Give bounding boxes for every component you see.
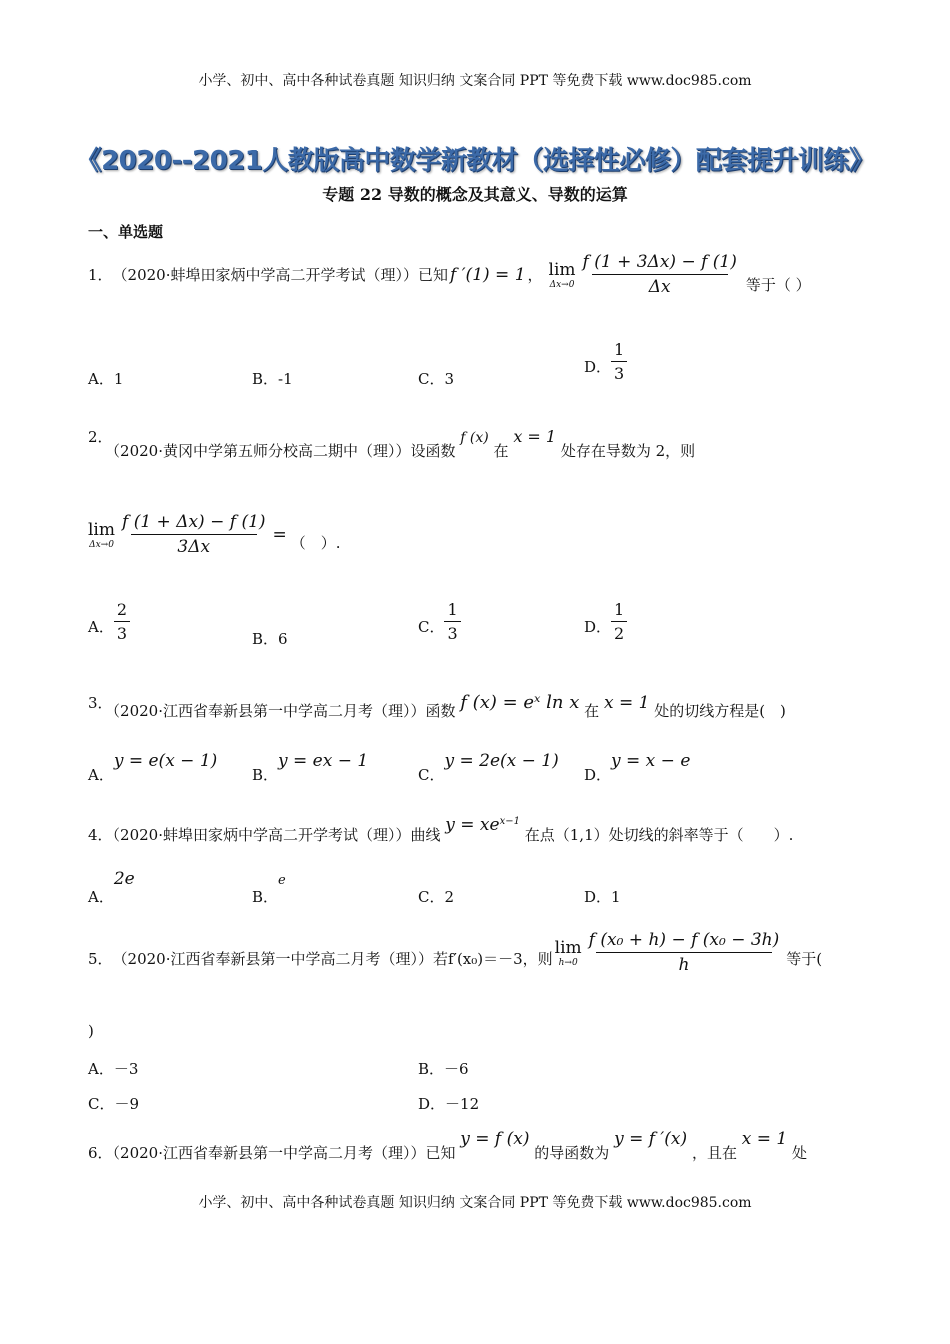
- option-label: A．: [88, 370, 114, 388]
- limit-fraction: [580, 252, 740, 297]
- q3-option-b[interactable]: [252, 750, 369, 784]
- question-text: （2020·蚌埠田家炳中学高二开学考试（理））曲线: [112, 826, 441, 844]
- question-tail: 处的切线方程是( ): [654, 702, 786, 720]
- option-label: D．: [418, 1095, 446, 1113]
- option-value: －3: [113, 1060, 139, 1078]
- q4-option-b[interactable]: [252, 868, 286, 906]
- q1-option-a[interactable]: [88, 368, 123, 389]
- q5-option-c[interactable]: [88, 1093, 139, 1114]
- question-number: 6．: [88, 1144, 113, 1162]
- option-label: D．: [584, 618, 612, 636]
- mid-text: 的导函数为: [534, 1144, 610, 1162]
- fraction-numerator: f (x₀ + h) − f (x₀ − 3h): [588, 930, 780, 950]
- question-tail: 在点（1,1）处切线的斜率等于（ ）.: [524, 826, 794, 844]
- question-3: [88, 692, 786, 720]
- fraction-numerator: 1: [614, 340, 625, 359]
- point-formula: x = 1: [741, 1129, 788, 1149]
- limit-operator: [555, 938, 582, 968]
- option-value: －12: [445, 1095, 480, 1113]
- q3-option-c[interactable]: [418, 750, 559, 784]
- question-text: （2020·江西省奉新县第一中学高二月考（理））若f′(x₀)＝－3，则: [112, 950, 553, 968]
- option-label: C．: [418, 618, 445, 636]
- question-tail: 处存在导数为 2，则: [560, 442, 696, 460]
- option-label: C．: [418, 888, 445, 906]
- fraction-numerator: 2: [116, 600, 128, 619]
- option-value: 1: [113, 370, 124, 388]
- option-label: C．: [88, 1095, 115, 1113]
- option-label: D．: [584, 358, 612, 376]
- option-label: B．: [252, 370, 279, 388]
- option-formula: 2e: [113, 869, 135, 889]
- option-label: D．: [584, 888, 612, 906]
- option-value: 1: [611, 888, 621, 906]
- function-formula: f (x): [460, 430, 489, 446]
- q3-option-a[interactable]: [88, 750, 218, 784]
- derivative-formula: y = f ′(x): [614, 1129, 688, 1149]
- question-1: [88, 252, 811, 297]
- fraction-denominator: 2: [611, 621, 627, 643]
- option-label: B．: [252, 630, 279, 648]
- exponent: x−1: [499, 816, 520, 827]
- q1-option-c[interactable]: [418, 368, 454, 389]
- limit-fraction: [119, 512, 269, 557]
- document-title: 《2020--2021人教版高中数学新教材（选择性必修）配套提升训练》: [75, 146, 875, 176]
- question-5: [88, 930, 822, 975]
- end-text: 处: [791, 1144, 807, 1162]
- q5-option-b[interactable]: [418, 1058, 469, 1079]
- q5-closing-paren: ): [88, 1022, 94, 1040]
- question-text: （2020·黄冈中学第五师分校高二期中（理））设函数: [112, 442, 456, 460]
- page-header: 小学、初中、高中各种试卷真题 知识归纳 文案合同 PPT 等免费下载 www.doc985.com: [198, 73, 752, 89]
- q1-option-d[interactable]: [584, 340, 627, 383]
- question-number: 1．: [88, 266, 113, 284]
- tail-text: ，且在: [691, 1144, 737, 1162]
- question-end: （ ）.: [290, 534, 341, 552]
- option-fraction: [114, 600, 130, 643]
- option-label: A．: [88, 888, 114, 906]
- option-label: B．: [252, 888, 279, 906]
- page-footer: 小学、初中、高中各种试卷真题 知识归纳 文案合同 PPT 等免费下载 www.doc985.com: [198, 1195, 752, 1211]
- option-fraction: [611, 340, 627, 383]
- comma: ，: [527, 266, 543, 284]
- option-fraction: [444, 600, 460, 643]
- option-formula: y = 2e(x − 1): [444, 751, 559, 771]
- question-number: 4．: [88, 826, 113, 844]
- question-number: 5．: [88, 950, 113, 968]
- topic-subtitle: 专题 22 导数的概念及其意义、导数的运算: [322, 185, 628, 204]
- question-number: 3．: [88, 694, 113, 712]
- option-value: －9: [114, 1095, 140, 1113]
- q5-option-a[interactable]: [88, 1058, 138, 1079]
- condition-formula: f ′(1) = 1: [450, 264, 526, 285]
- question-text: （2020·江西省奉新县第一中学高二月考（理））已知: [112, 1144, 456, 1162]
- question-tail: 等于(: [786, 950, 823, 968]
- option-value: －6: [444, 1060, 469, 1078]
- q2-option-a[interactable]: [88, 600, 130, 643]
- option-formula: y = ex − 1: [278, 751, 369, 771]
- option-label: D．: [584, 766, 612, 784]
- limit-word: lim: [548, 259, 576, 280]
- function-formula: y = f (x): [460, 1129, 530, 1149]
- limit-subscript: Δx→0: [549, 279, 575, 290]
- question-number: 2．: [88, 428, 113, 446]
- fraction-denominator: 3: [114, 621, 130, 643]
- q1-option-b[interactable]: [252, 368, 293, 389]
- limit-operator: [88, 520, 115, 550]
- option-value: 6: [278, 630, 288, 648]
- function-formula: y = xe: [445, 815, 500, 835]
- fraction-numerator: 1: [614, 600, 625, 619]
- limit-operator: [549, 260, 576, 290]
- limit-word: lim: [88, 519, 115, 540]
- fraction-numerator: 1: [447, 600, 458, 619]
- q2-option-c[interactable]: [418, 600, 461, 643]
- function-formula: f (x) = eˣ ln x: [460, 692, 580, 713]
- fraction-denominator: 3Δx: [131, 534, 257, 557]
- option-label: A．: [88, 1060, 114, 1078]
- at-text: 在: [584, 702, 600, 720]
- question-text: （2020·蚌埠田家炳中学高二开学考试（理））已知: [112, 266, 448, 284]
- limit-subscript: h→0: [558, 957, 578, 968]
- option-label: C．: [418, 370, 445, 388]
- fraction-denominator: Δx: [592, 274, 728, 297]
- limit-subscript: Δx→0: [89, 539, 114, 550]
- question-6: [88, 1128, 807, 1162]
- q4-option-d[interactable]: [584, 886, 621, 907]
- option-formula: e: [278, 873, 286, 888]
- option-label: B．: [252, 766, 279, 784]
- question-text: （2020·江西省奉新县第一中学高二月考（理））函数: [112, 702, 456, 720]
- option-label: C．: [418, 766, 445, 784]
- fraction-numerator: f (1 + Δx) − f (1): [122, 512, 266, 532]
- fraction-denominator: 3: [444, 621, 460, 643]
- limit-fraction: [586, 930, 783, 975]
- option-label: A．: [88, 766, 114, 784]
- question-4: [88, 814, 794, 844]
- q2-limit-expression: [88, 512, 341, 557]
- equals-sign: =: [272, 524, 287, 545]
- at-text: 在: [493, 442, 509, 460]
- q4-option-c[interactable]: [418, 886, 454, 907]
- option-formula: y = x − e: [611, 751, 691, 771]
- question-2: [88, 426, 696, 460]
- question-tail: 等于（ ）: [745, 276, 811, 294]
- point-formula: x = 1: [603, 693, 650, 713]
- option-value: 2: [444, 888, 455, 906]
- limit-word: lim: [554, 937, 582, 958]
- section-heading: 一、单选题: [88, 223, 164, 241]
- q2-option-b[interactable]: [252, 628, 288, 649]
- option-label: B．: [418, 1060, 445, 1078]
- point-formula: x = 1: [513, 427, 557, 446]
- q3-option-d[interactable]: [584, 750, 691, 784]
- q4-option-a[interactable]: [88, 868, 135, 906]
- fraction-denominator: h: [596, 952, 772, 975]
- fraction-numerator: f (1 + 3Δx) − f (1): [582, 252, 737, 272]
- q2-option-d[interactable]: [584, 600, 627, 643]
- option-label: A．: [88, 618, 114, 636]
- q5-option-d[interactable]: [418, 1093, 479, 1114]
- option-formula: y = e(x − 1): [113, 751, 218, 771]
- fraction-denominator: 3: [611, 361, 627, 383]
- option-value: 3: [444, 370, 455, 388]
- option-value: -1: [278, 370, 293, 388]
- option-fraction: [611, 600, 627, 643]
